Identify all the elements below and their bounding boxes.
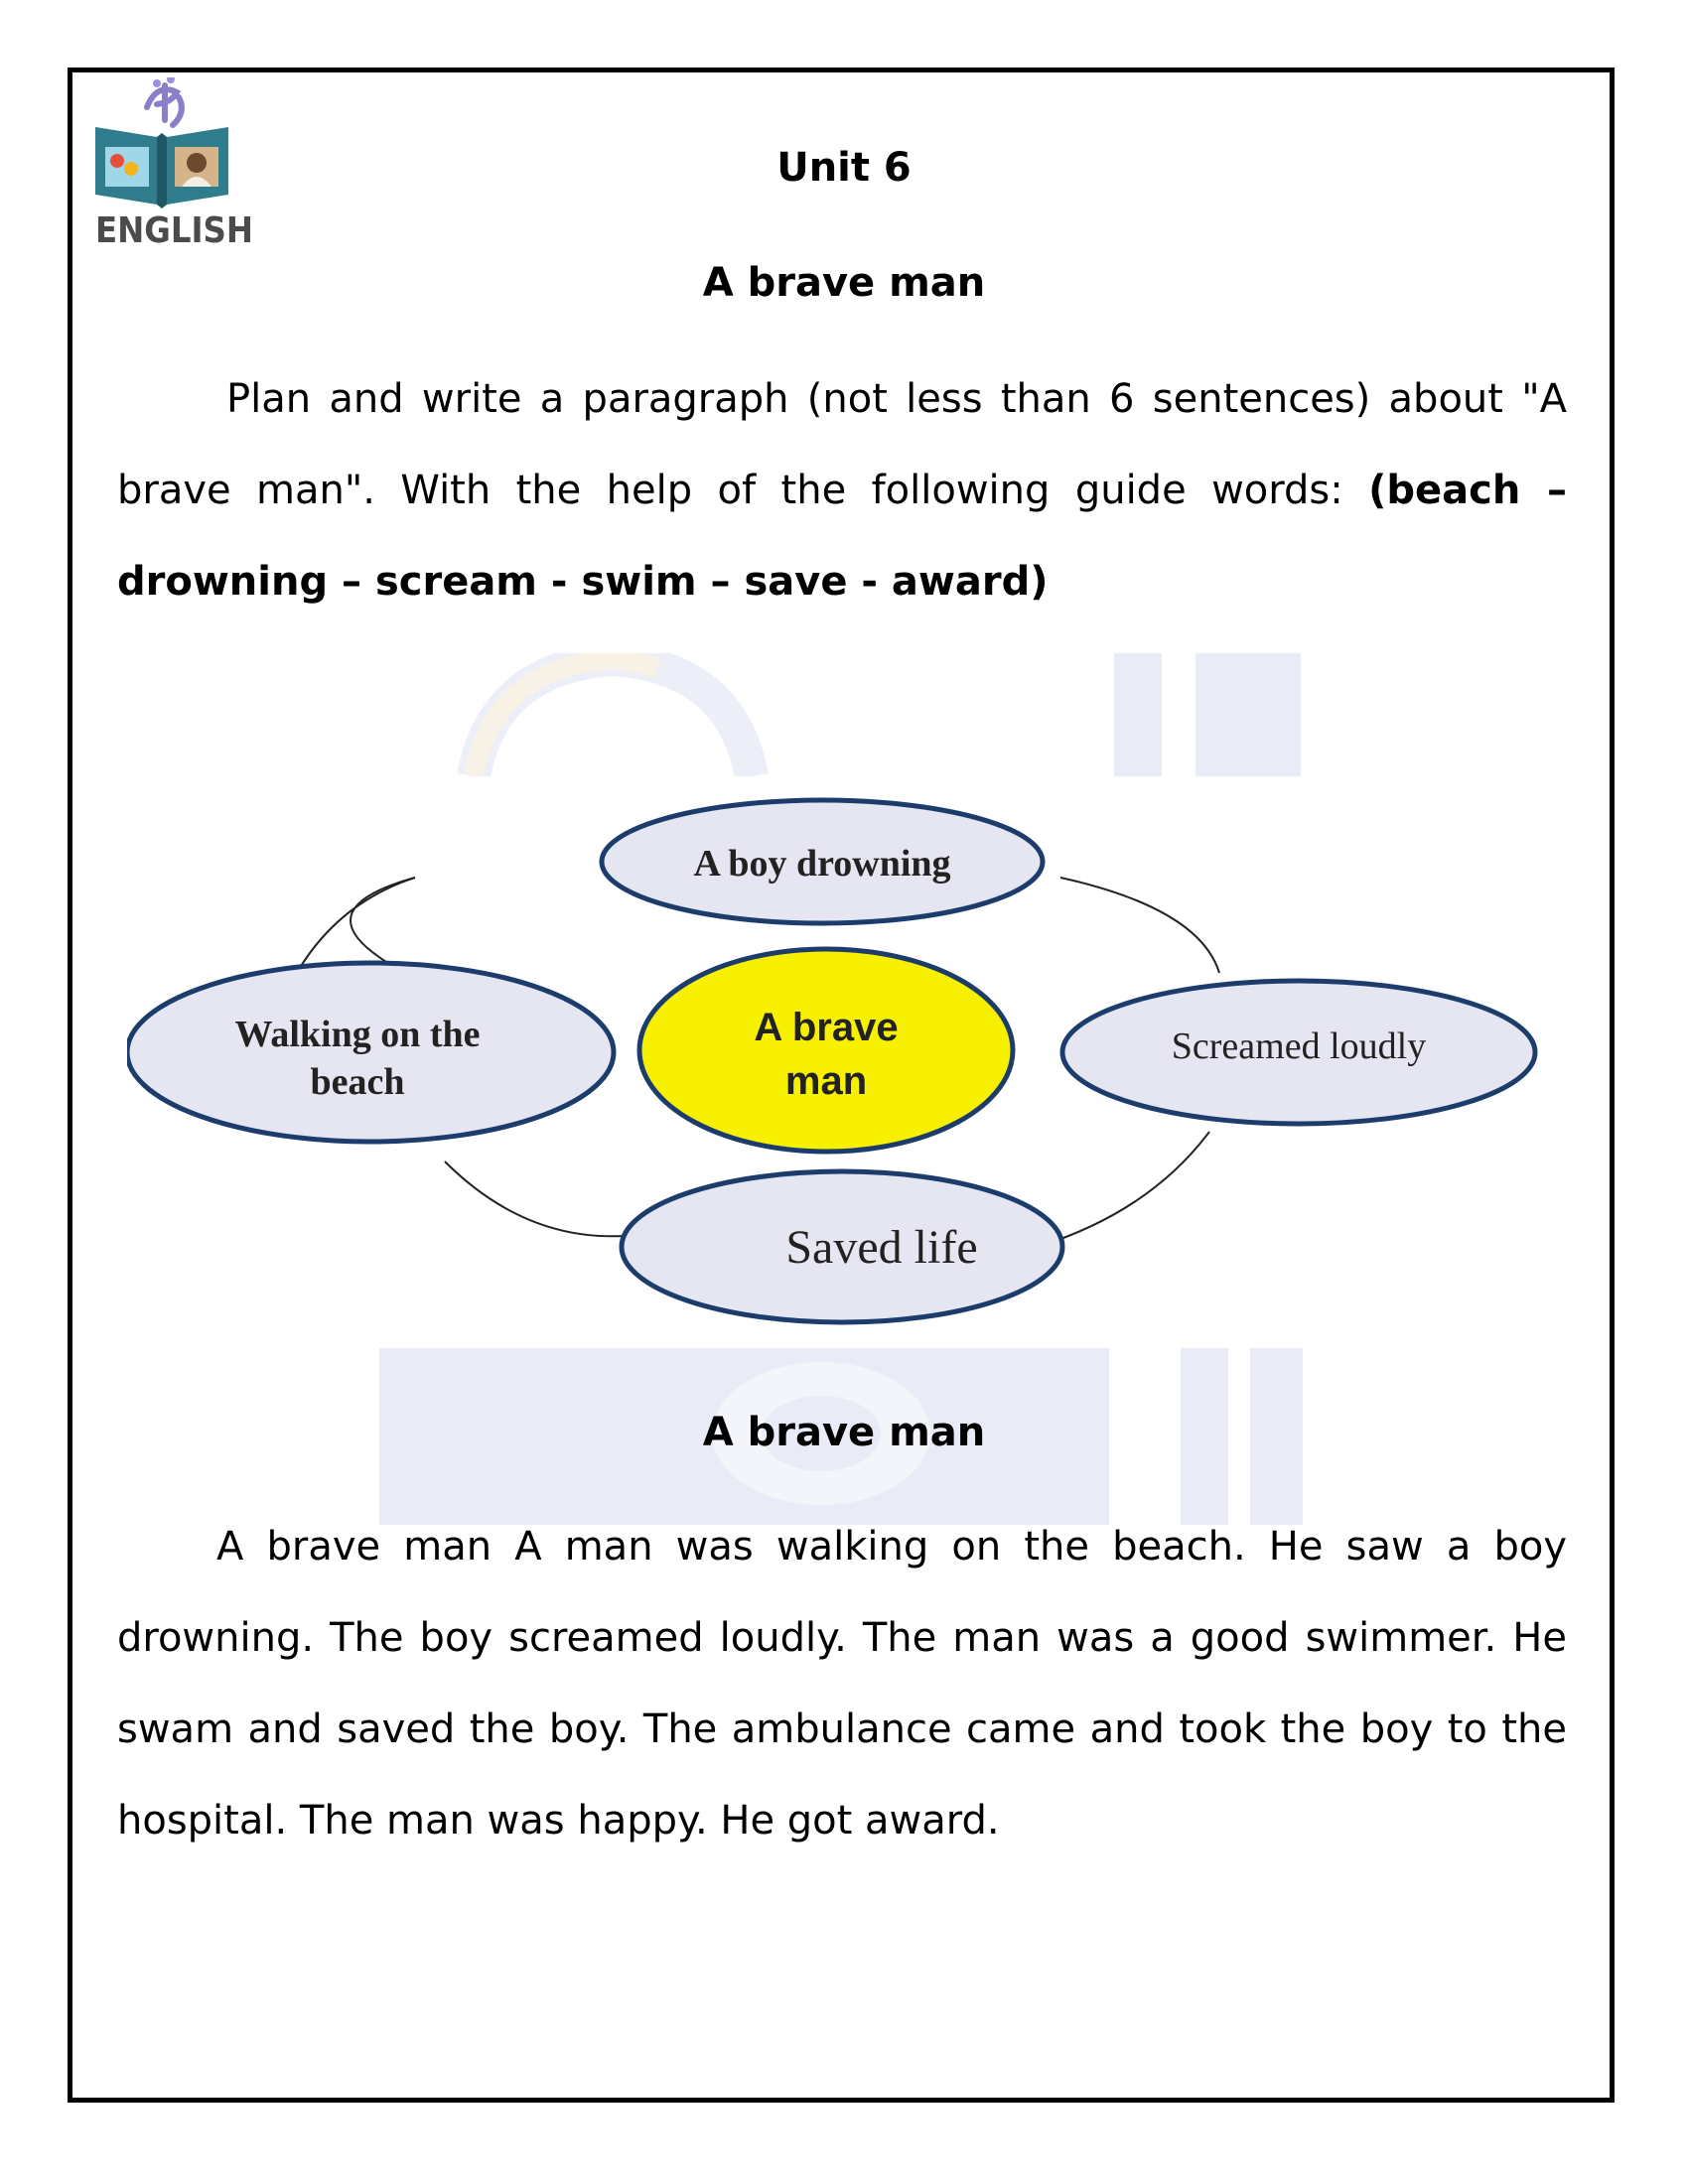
guide-words: (beach – drowning – scream - swim – save - award) (117, 468, 1567, 605)
logo-label: ENGLISH (95, 210, 253, 251)
node-bottom-label: Saved life (785, 1221, 978, 1274)
instructions-text: Plan and write a paragraph (not less than 6 sentences) about "A brave man". With the help of the following guide words: (117, 376, 1567, 513)
connector-left-bottom (445, 1161, 624, 1236)
node-top-label: A boy drowning (693, 843, 951, 885)
unit-title: Unit 6 (776, 145, 912, 191)
watermark-top (379, 653, 1303, 776)
answer-title: A brave man (702, 1410, 986, 1455)
node-center-label-line1: A brave (754, 1006, 899, 1049)
page-title: A brave man (702, 260, 986, 306)
connector-right-bottom (1041, 1132, 1209, 1246)
node-center-label-line2: man (784, 1059, 868, 1103)
connector-top-right (1060, 878, 1219, 973)
answer-text: A brave man A man was walking on the beach. He saw a boy drowning. The boy screamed loudly. The man was a good swimmer. He swam and saved the boy. The ambulance came and took the boy to the hospital. The man was happy. He got award. (117, 1524, 1567, 1843)
node-center (639, 949, 1013, 1152)
instructions (117, 353, 1567, 627)
answer-paragraph (117, 1501, 1567, 1866)
mind-map (127, 794, 1557, 1350)
node-left-label-line1: Walking on the (234, 1014, 481, 1055)
node-right-label: Screamed loudly (1171, 1025, 1427, 1067)
node-left-label-line2: beach (310, 1061, 405, 1103)
